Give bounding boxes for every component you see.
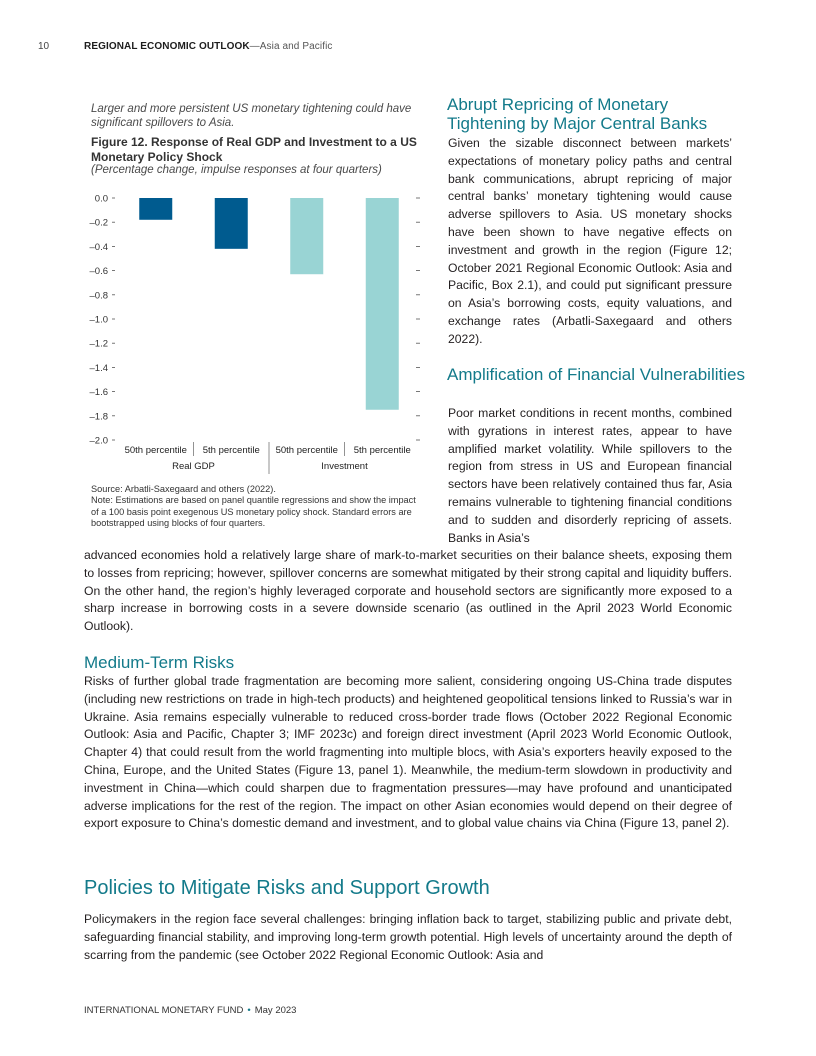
y-tick-label: –0.4 bbox=[89, 241, 108, 253]
x-category-label: 5th percentile bbox=[353, 445, 411, 456]
figure-title: Figure 12. Response of Real GDP and Investment to a US Monetary Policy Shock bbox=[91, 135, 417, 164]
y-tick-label: –0.8 bbox=[89, 290, 108, 302]
paragraph-amplification: Poor market conditions in recent months, combined with gyrations in interest rates, appear to have amplified market volatility. While spillovers to the region from stress in US and European financial sectors have been relatively contained thus far, Asia remains vulnerable to tightening financial conditions and to sudden and disorderly repricing of assets. Banks in Asia’s bbox=[448, 406, 732, 545]
paragraph-amplification-cont: advanced economies hold a relatively large share of mark-to-market securities on their balance sheets, exposing them to losses from repricing; however, spillover concerns are somewhat mitigated by their strong capital and liquidity buffers. On the other hand, the region’s highly leveraged corporate and household sectors are significantly more exposed to a sharp increase in borrowing costs in a severe downside scenario (as outlined in the April 2023 World Economic Outlook). bbox=[84, 548, 732, 634]
running-header bbox=[84, 41, 333, 52]
y-tick-label: –2.0 bbox=[89, 435, 108, 447]
bar bbox=[139, 198, 172, 220]
footer-separator: • bbox=[247, 1005, 251, 1016]
bar bbox=[366, 198, 399, 410]
y-tick-label: –1.6 bbox=[89, 387, 108, 399]
y-tick-label: –1.8 bbox=[89, 411, 108, 423]
footer-org: INTERNATIONAL MONETARY FUND bbox=[84, 1005, 244, 1016]
y-tick-label: –0.2 bbox=[89, 217, 108, 229]
bar bbox=[290, 198, 323, 274]
figure-source bbox=[91, 484, 421, 530]
paragraph-abrupt-repricing: Given the sizable disconnect between markets’ expectations of monetary policy paths and central bank communications, abrupt repricing of major central banks’ monetary tightening would cause adverse spillovers to Asia. US monetary shocks have been shown to have negative effects on investment and growth in the region (Figure 12; October 2021 Regional Economic Outlook: Asia and Pacific, Box 2.1), and could put significant pressure on Asia’s borrowing costs, equity valuations, and exchange rates (Arbatli-Saxegaard and others 2022). bbox=[448, 136, 732, 346]
paragraph-policies: Policymakers in the region face several challenges: bringing inflation back to target, stabilizing public and private debt, safeguarding financial stability, and improving long-term growth potential. High levels of uncertainty around the depth of scarring from the pandemic (see October 2022 Regional Economic Outlook: Asia and bbox=[84, 912, 732, 962]
heading-policies: Policies to Mitigate Risks and Support Growth bbox=[84, 877, 490, 899]
paragraph-medium-term-risks: Risks of further global trade fragmentation are becoming more salient, considering ongoing US-China trade disputes (including new restrictions on trade in high-tech products) and heightened geopolitical tensions linked to Russia’s war in Ukraine. Asia remains especially vulnerable to reduced cross-border trade flows (October 2022 Regional Economic Outlook: Asia and Pacific, Chapter 3; IMF 2023c) and foreign direct investment (April 2023 World Economic Outlook, Chapter 4) that could result from the world fragmenting into multiple blocs, with Asia’s exporters heavily exposed to the China, Europe, and the United States (Figure 13, panel 1). Meanwhile, the medium-term slowdown in productivity and investment in China—which could sharpen due to fragmentation pressures—may have profound and unanticipated adverse implications for the rest of the region. The impact on other Asian economies would depend on their degree of export exposure to China’s domestic demand and investment, and to global value chains via China (Figure 13, panel 2). bbox=[84, 674, 732, 831]
x-category-label: 5th percentile bbox=[202, 445, 260, 456]
heading-abrupt-repricing: Abrupt Repricing of Monetary Tightening by Major Central Banks bbox=[447, 95, 708, 133]
running-header-bold: REGIONAL ECONOMIC OUTLOOK bbox=[84, 41, 250, 52]
y-tick-label: –1.0 bbox=[89, 314, 108, 326]
x-category-label: 50th percentile bbox=[124, 445, 187, 456]
footer-date: May 2023 bbox=[254, 1005, 297, 1016]
bar bbox=[215, 198, 248, 249]
page-footer bbox=[84, 1005, 296, 1016]
heading-amplification: Amplification of Financial Vulnerabilities bbox=[447, 365, 745, 384]
figure-source-line: Source: Arbatli-Saxegaard and others (2022). bbox=[91, 484, 276, 494]
page-number: 10 bbox=[38, 41, 50, 52]
figure-note: Note: Estimations are based on panel quantile regressions and show the impact of a 100 basis point exegenous US monetary policy shock. Standard errors are bootstrapped using blocks of four quarters. bbox=[91, 495, 416, 529]
figure-subtitle: (Percentage change, impulse responses at four quarters) bbox=[91, 164, 382, 176]
y-tick-label: –1.2 bbox=[89, 338, 108, 350]
x-group-label: Real GDP bbox=[172, 461, 215, 472]
running-header-rest: —Asia and Pacific bbox=[249, 41, 333, 52]
figure-intro: Larger and more persistent US monetary tightening could have significant spillovers to Asia. bbox=[91, 103, 412, 129]
x-group-label: Investment bbox=[321, 461, 368, 472]
figure-12-chart bbox=[84, 188, 429, 478]
y-tick-label: 0.0 bbox=[94, 193, 108, 205]
heading-medium-term-risks: Medium-Term Risks bbox=[84, 653, 235, 672]
x-category-label: 50th percentile bbox=[275, 445, 338, 456]
y-tick-label: –0.6 bbox=[89, 266, 108, 278]
y-tick-label: –1.4 bbox=[89, 362, 108, 374]
